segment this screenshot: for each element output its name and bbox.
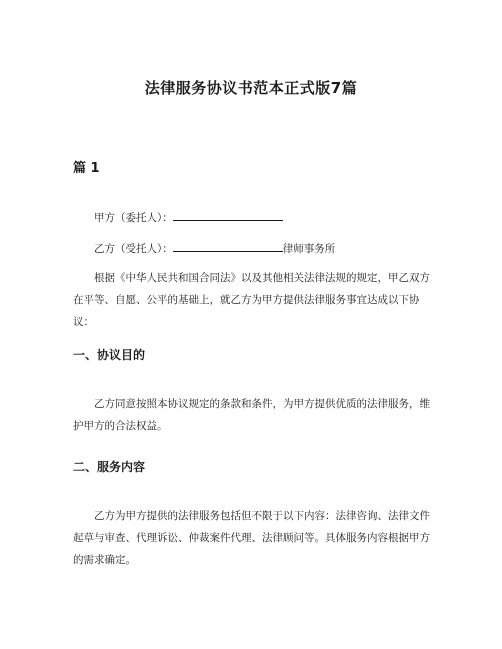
party-b-label: 乙方（受托人）： (94, 243, 173, 255)
party-a-blank (173, 209, 283, 221)
section-body-services: 乙方为甲方提供的法律服务包括但不限于以下内容：法律咨询、法律文件起草与审查、代理诉讼、仲裁案件代理、法律顾问等。具体服务内容根据甲方的需求确定。 (73, 510, 430, 566)
party-b-line (73, 238, 439, 260)
document-title: 法律服务协议书范本正式版7篇 (144, 79, 358, 97)
party-a-line (73, 207, 439, 229)
section-heading-purpose: 一、协议目的 (73, 348, 146, 362)
intro-paragraph: 根据《中华人民共和国合同法》以及其他相关法律法规的规定，甲乙双方在平等、自愿、公平的基础上，就乙方为甲方提供法律服务事宜达成以下协议： (73, 272, 430, 328)
section-heading-services: 二、服务内容 (73, 460, 146, 474)
part-heading: 篇 1 (73, 161, 100, 176)
party-b-suffix: 律师事务所 (282, 243, 336, 255)
section-body-purpose: 乙方同意按照本协议规定的条款和条件，为甲方提供优质的法律服务，维护甲方的合法权益。 (73, 398, 430, 432)
party-a-label: 甲方（委托人）： (94, 212, 173, 224)
party-b-blank (173, 240, 283, 252)
